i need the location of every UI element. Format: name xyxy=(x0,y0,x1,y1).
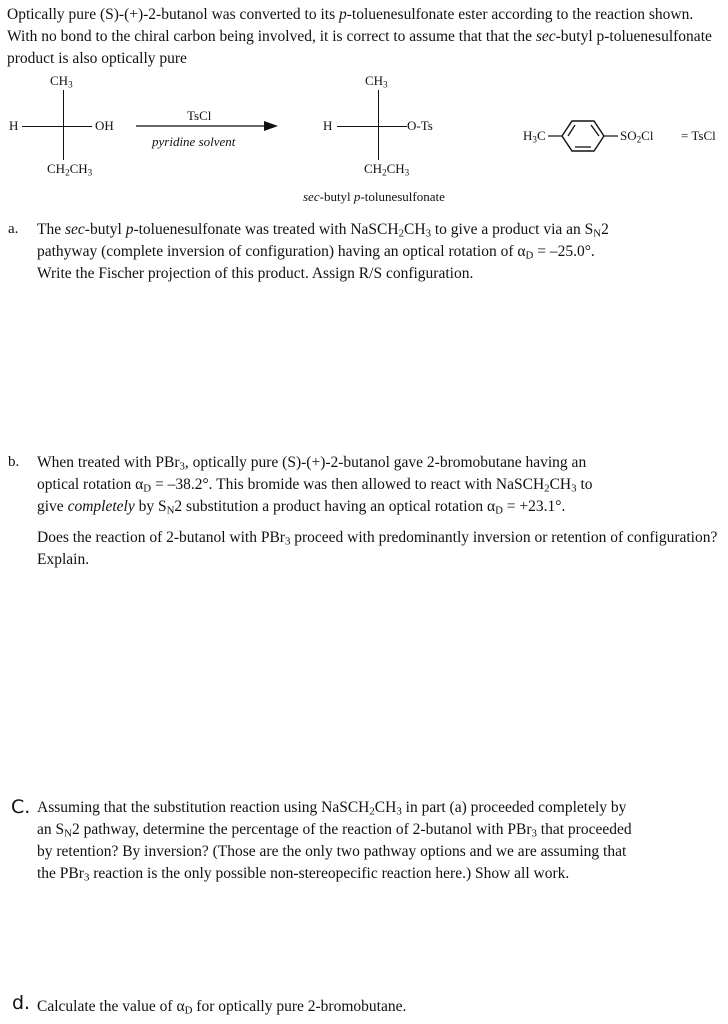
right-right-group: O-Ts xyxy=(407,118,433,133)
right-horizontal-bond xyxy=(337,126,407,127)
left-right-group: OH xyxy=(95,118,114,133)
question-d-label: d. xyxy=(12,992,31,1014)
question-c-text: Assuming that the substitution reaction using $NaSCH_2CH_3$ in part (a) proceeded completely by an $S_N2$ pathway, determine the percentage of the reaction of 2-butanol with PBr$_3$ that proceeded by retention? By inversion? (Those are the only two pathway options and we are assuming that the PBr$_3$ reaction is the only possible non-stereopecific reaction here.) Show all work. xyxy=(37,799,632,884)
reaction-scheme xyxy=(0,70,728,210)
question-b-label: b. xyxy=(8,454,20,470)
tscl-equals: = TsCl xyxy=(681,128,716,143)
benzene-ring-icon xyxy=(548,117,620,157)
reaction-arrow xyxy=(136,120,280,132)
left-horizontal-bond xyxy=(22,126,92,127)
tscl-sulfonyl: $SO_2Cl$ xyxy=(620,128,654,145)
right-top-group: $CH_3$ xyxy=(365,73,388,90)
intro-paragraph: Optically pure (S)-(+)-2-butanol was converted to its p-toluenesulfonate ester according to the reaction shown. With no bond to the chiral carbon being involved, it is correct to assume that that the sec-butyl p-toluenesulfonate product is also optically pure xyxy=(7,6,712,67)
question-c-label: C. xyxy=(11,796,31,818)
product-caption: sec-butyl p-tolunesulfonate xyxy=(303,189,445,204)
question-d-text: Calculate the value of $\alpha_D$ for optically pure 2-bromobutane. xyxy=(37,998,407,1017)
reagent-label: TsCl xyxy=(187,108,212,123)
tscl-methyl: $H_3C$ xyxy=(523,128,546,145)
question-a-label: a. xyxy=(8,221,19,237)
right-bottom-group: $CH_2CH_3$ xyxy=(364,161,410,178)
question-b-text: When treated with PBr$_3$, optically pure (S)-(+)-2-butanol gave 2-bromobutane having an optical rotation $\alpha_D = -38.2^\circ$. This bromide was then allowed to react with $NaSCH_2CH_3$ to give completely by $S_N2$ substitution a product having an optical rotation $\alpha_D = +23.1^\circ$. Does the reaction of 2-butanol with PBr$_3$ proceed with predominantly inversion or retention of configuration? Explain. xyxy=(37,454,718,568)
question-a-text: The sec-butyl p-toluenesulfonate was treated with $NaSCH_2CH_3$ to give a product via an $S_N2$ pathyway (complete inversion of configuration) having an optical rotation of $\alpha_D = -25.0^\circ$. Write the Fischer projection of this product. Assign R/S configuration. xyxy=(37,221,609,282)
left-top-group: $CH_3$ xyxy=(50,73,73,90)
solvent-label: pyridine solvent xyxy=(152,134,236,149)
left-vertical-bond xyxy=(63,90,64,160)
left-left-group: H xyxy=(9,118,19,133)
right-vertical-bond xyxy=(378,90,379,160)
left-bottom-group: $CH_2CH_3$ xyxy=(47,161,93,178)
right-left-group: H xyxy=(323,118,333,133)
